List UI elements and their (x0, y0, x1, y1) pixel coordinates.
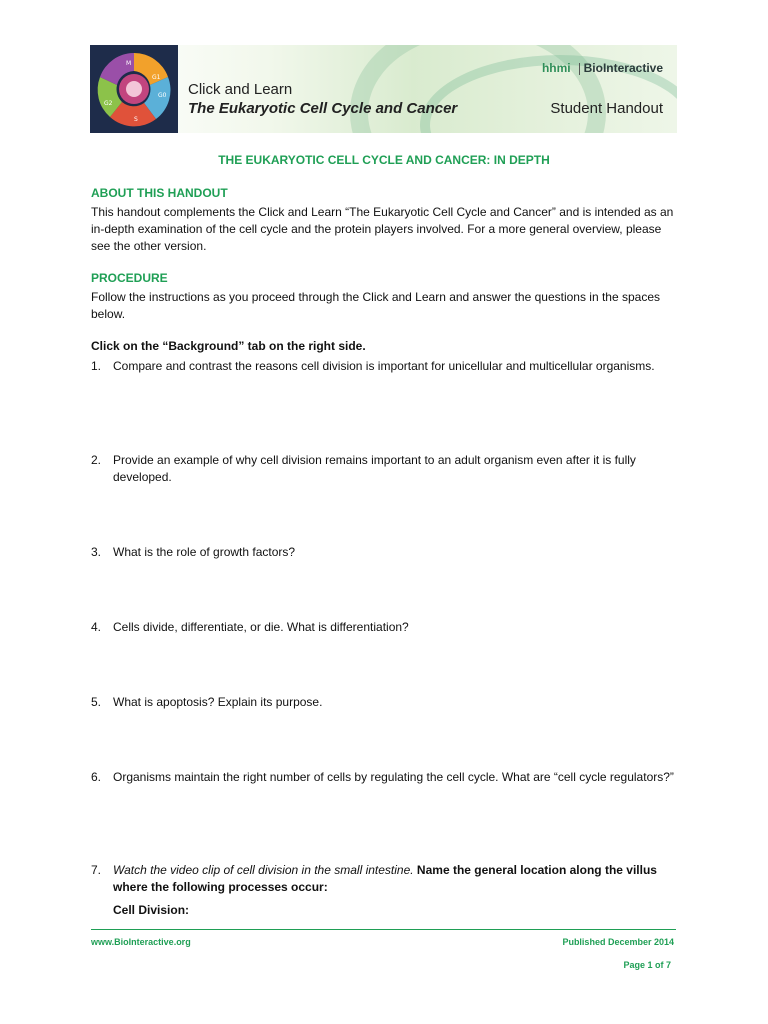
brand-logo (542, 61, 663, 75)
question-italic-text: Watch the video clip of cell division in the small intestine. (113, 863, 414, 877)
question-number: 7. (91, 863, 102, 877)
hhmi-logo: hhmi (541, 61, 571, 75)
question-text: What is the role of growth factors? (113, 545, 296, 559)
logo-label: G2 (104, 100, 113, 107)
question-text: What is apoptosis? Explain its purpose. (113, 695, 323, 709)
footer-website: www.BioInteractive.org (91, 937, 191, 947)
question-bold-text: Name the general location along the villus where the following processes occur: (113, 863, 657, 894)
question-text: Compare and contrast the reasons cell division is important for unicellular and multicellular organisms. (113, 359, 655, 373)
question-7 (91, 862, 681, 919)
document-title: THE EUKARYOTIC CELL CYCLE AND CANCER: IN DEPTH (218, 153, 550, 167)
header-banner (90, 45, 677, 133)
doc-type-label: Student Handout (550, 100, 663, 117)
question-subitem: Cell Division: (113, 903, 190, 917)
question-3 (91, 544, 681, 561)
logo-label: S (134, 116, 138, 123)
question-number: 1. (91, 359, 102, 373)
footer-divider (91, 929, 676, 930)
footer-published: Published December 2014 (562, 937, 674, 947)
logo-label: G0 (158, 92, 167, 99)
question-number: 6. (91, 770, 102, 784)
procedure-heading: PROCEDURE (91, 271, 168, 285)
brand-name: BioInteractive (583, 61, 663, 75)
procedure-text: Follow the instructions as you proceed through the Click and Learn and answer the questions in the spaces below. (91, 290, 661, 321)
about-heading: ABOUT THIS HANDOUT (91, 186, 228, 200)
brand-separator (579, 63, 580, 75)
question-5 (91, 694, 681, 711)
question-2 (91, 452, 681, 486)
question-text: Provide an example of why cell division remains important to an adult organism even after it is fully developed. (113, 453, 636, 484)
question-number: 3. (91, 545, 102, 559)
question-6 (91, 769, 681, 786)
question-number: 4. (91, 620, 102, 634)
question-number: 5. (91, 695, 102, 709)
question-text (113, 862, 681, 896)
logo-label: G1 (152, 74, 161, 81)
about-text: This handout complements the Click and Learn “The Eukaryotic Cell Cycle and Cancer” and is intended as an in-depth examination of the cell cycle and the protein players involved. For a more general overview, please see the other version. (91, 205, 674, 253)
question-4 (91, 619, 681, 636)
header-subtitle: The Eukaryotic Cell Cycle and Cancer (188, 100, 458, 117)
question-1 (91, 358, 681, 375)
procedure-instruction: Click on the “Background” tab on the right side. (91, 339, 366, 353)
question-text: Cells divide, differentiate, or die. What is differentiation? (113, 620, 409, 634)
question-number: 2. (91, 453, 102, 467)
cell-cycle-logo (90, 45, 178, 133)
question-text: Organisms maintain the right number of cells by regulating the cell cycle. What are “cell cycle regulators?” (113, 770, 674, 784)
logo-label: M (126, 60, 132, 67)
page-number: Page 1 of 7 (623, 960, 671, 970)
header-title: Click and Learn (188, 81, 293, 98)
